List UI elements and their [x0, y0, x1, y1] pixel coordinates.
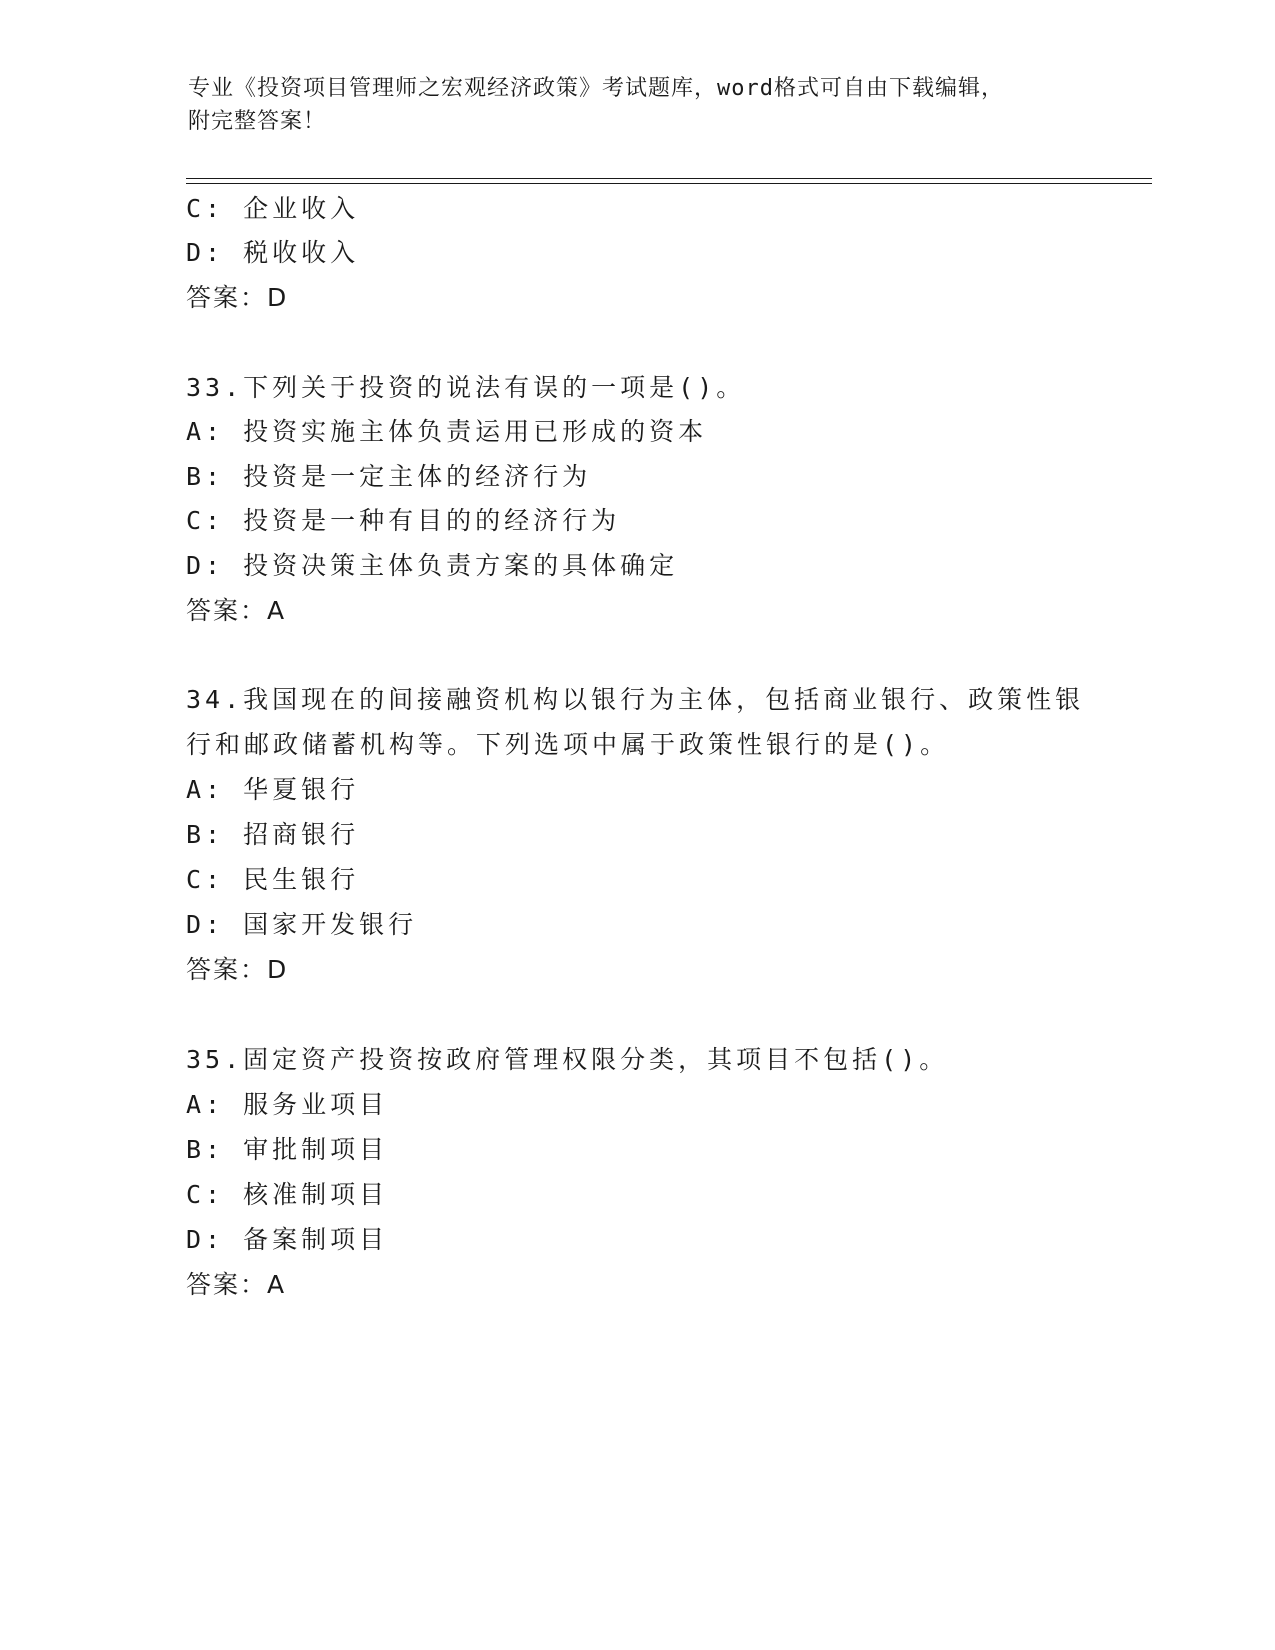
- q34-option-c: C: 民生银行: [186, 865, 360, 894]
- q34-stem-line-2: 行和邮政储蓄机构等。下列选项中属于政策性银行的是()。: [186, 730, 950, 759]
- q34-stem-line-1: 34.我国现在的间接融资机构以银行为主体，包括商业银行、政策性银: [186, 685, 1085, 714]
- prev-option-d: D: 税收收入: [186, 238, 360, 267]
- q35-answer: 答案：A: [186, 1270, 287, 1299]
- q33-answer: 答案：A: [186, 596, 287, 625]
- q33-option-d: D: 投资决策主体负责方案的具体确定: [186, 551, 679, 580]
- q33-option-b: B: 投资是一定主体的经济行为: [186, 462, 592, 491]
- prev-option-c: C: 企业收入: [186, 194, 360, 223]
- header-line-1: 专业《投资项目管理师之宏观经济政策》考试题库，word格式可自由下载编辑，: [188, 76, 1004, 101]
- q35-option-d: D: 备案制项目: [186, 1225, 389, 1254]
- q35-stem: 35.固定资产投资按政府管理权限分类，其项目不包括()。: [186, 1045, 949, 1074]
- document-header: [188, 72, 1088, 138]
- prev-answer: 答案：D: [186, 283, 289, 312]
- q35-option-a: A: 服务业项目: [186, 1090, 389, 1119]
- q34-option-a: A: 华夏银行: [186, 775, 360, 804]
- header-divider-top: [186, 178, 1152, 179]
- q33-stem: 33.下列关于投资的说法有误的一项是()。: [186, 373, 746, 402]
- header-divider-bottom: [186, 183, 1152, 184]
- q33-option-a: A: 投资实施主体负责运用已形成的资本: [186, 417, 708, 446]
- q34-option-b: B: 招商银行: [186, 820, 360, 849]
- q35-option-c: C: 核准制项目: [186, 1180, 389, 1209]
- q34-option-d: D: 国家开发银行: [186, 910, 418, 939]
- q33-option-c: C: 投资是一种有目的的经济行为: [186, 506, 621, 535]
- header-line-2: 附完整答案！: [188, 109, 327, 134]
- q35-option-b: B: 审批制项目: [186, 1135, 389, 1164]
- q34-answer: 答案：D: [186, 955, 289, 984]
